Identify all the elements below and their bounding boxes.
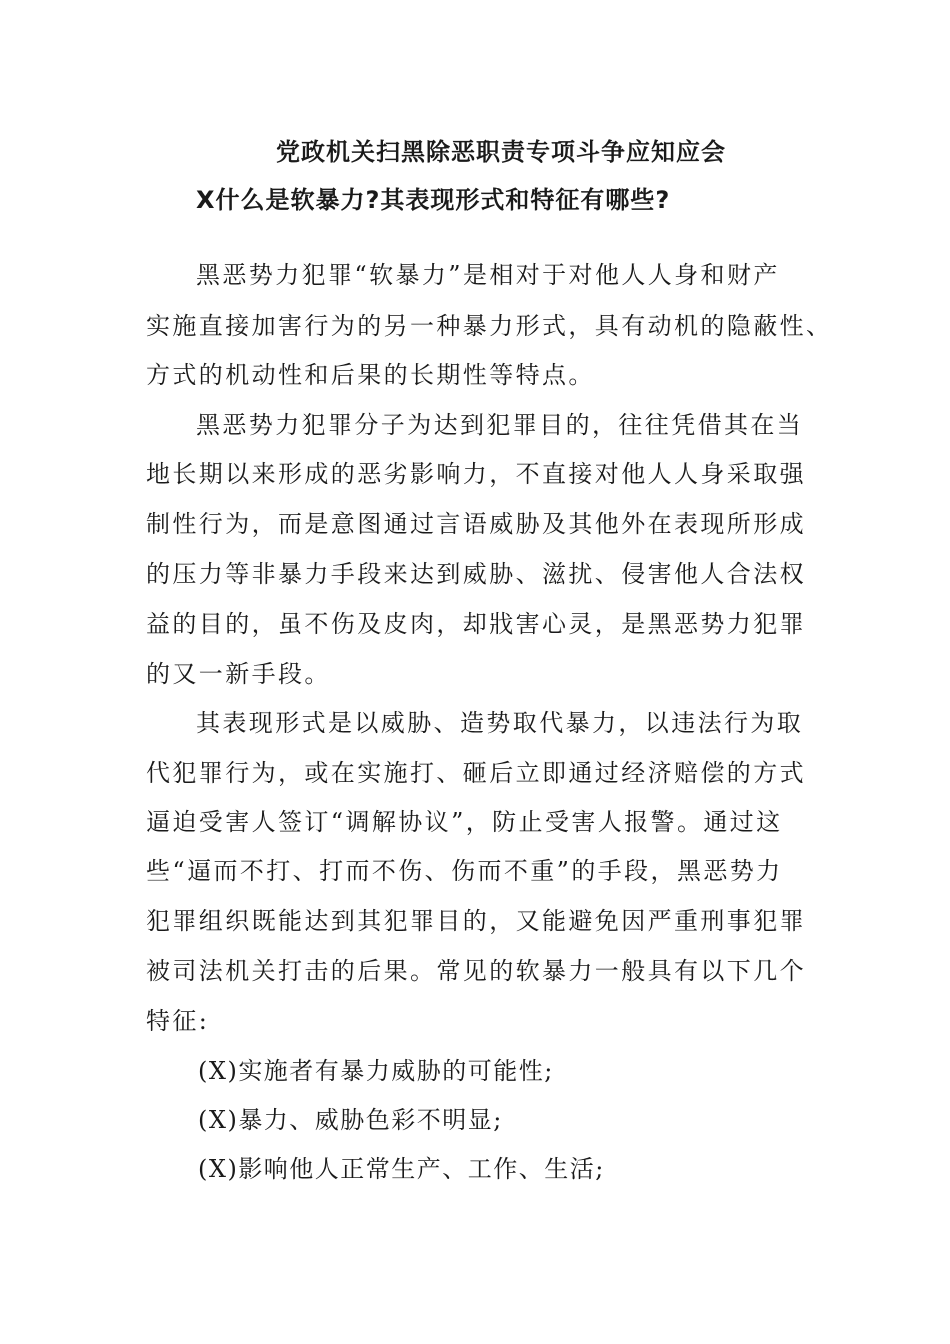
feature-item-1: (X)实施者有暴力威胁的可能性; (198, 1057, 554, 1085)
paragraph-3-line-4: 些“逼而不打、打而不伤、伤而不重”的手段，黑恶势力 (146, 857, 783, 885)
paragraph-2-line-2: 地长期以来形成的恶劣影响力，不直接对他人人身采取强 (146, 460, 806, 488)
paragraph-1-line-2: 实施直接加害行为的另一种暴力形式，具有动机的隐蔽性、 (146, 312, 833, 340)
paragraph-3-line-3: 逼迫受害人签订“调解协议”，防止受害人报警。通过这 (146, 808, 783, 836)
paragraph-2-line-1: 黑恶势力犯罪分子为达到犯罪目的，往往凭借其在当 (196, 411, 804, 439)
paragraph-2-line-3: 制性行为，而是意图通过言语威胁及其他外在表现所形成 (146, 510, 806, 538)
feature-item-3: (X)影响他人正常生产、工作、生活; (198, 1155, 605, 1183)
feature-item-2: (X)暴力、威胁色彩不明显; (198, 1106, 503, 1134)
paragraph-1-line-3: 方式的机动性和后果的长期性等特点。 (146, 361, 595, 389)
paragraph-3-line-5: 犯罪组织既能达到其犯罪目的，又能避免因严重刑事犯罪 (146, 907, 806, 935)
question-heading: X什么是软暴力?其表现形式和特征有哪些? (196, 186, 671, 214)
paragraph-3-line-2: 代犯罪行为，或在实施打、砸后立即通过经济赔偿的方式 (146, 759, 806, 787)
paragraph-1-line-1: 黑恶势力犯罪“软暴力”是相对于对他人人身和财产 (196, 261, 780, 289)
paragraph-3-line-7: 特征: (146, 1007, 210, 1035)
document-title: 党政机关扫黑除恶职责专项斗争应知应会 (276, 138, 726, 166)
paragraph-2-line-6: 的又一新手段。 (146, 660, 331, 688)
paragraph-2-line-4: 的压力等非暴力手段来达到威胁、滋扰、侵害他人合法权 (146, 560, 806, 588)
paragraph-3-line-1: 其表现形式是以威胁、造势取代暴力，以违法行为取 (196, 709, 804, 737)
paragraph-2-line-5: 益的目的，虽不伤及皮肉，却戕害心灵，是黑恶势力犯罪 (146, 610, 806, 638)
paragraph-3-line-6: 被司法机关打击的后果。常见的软暴力一般具有以下几个 (146, 957, 806, 985)
